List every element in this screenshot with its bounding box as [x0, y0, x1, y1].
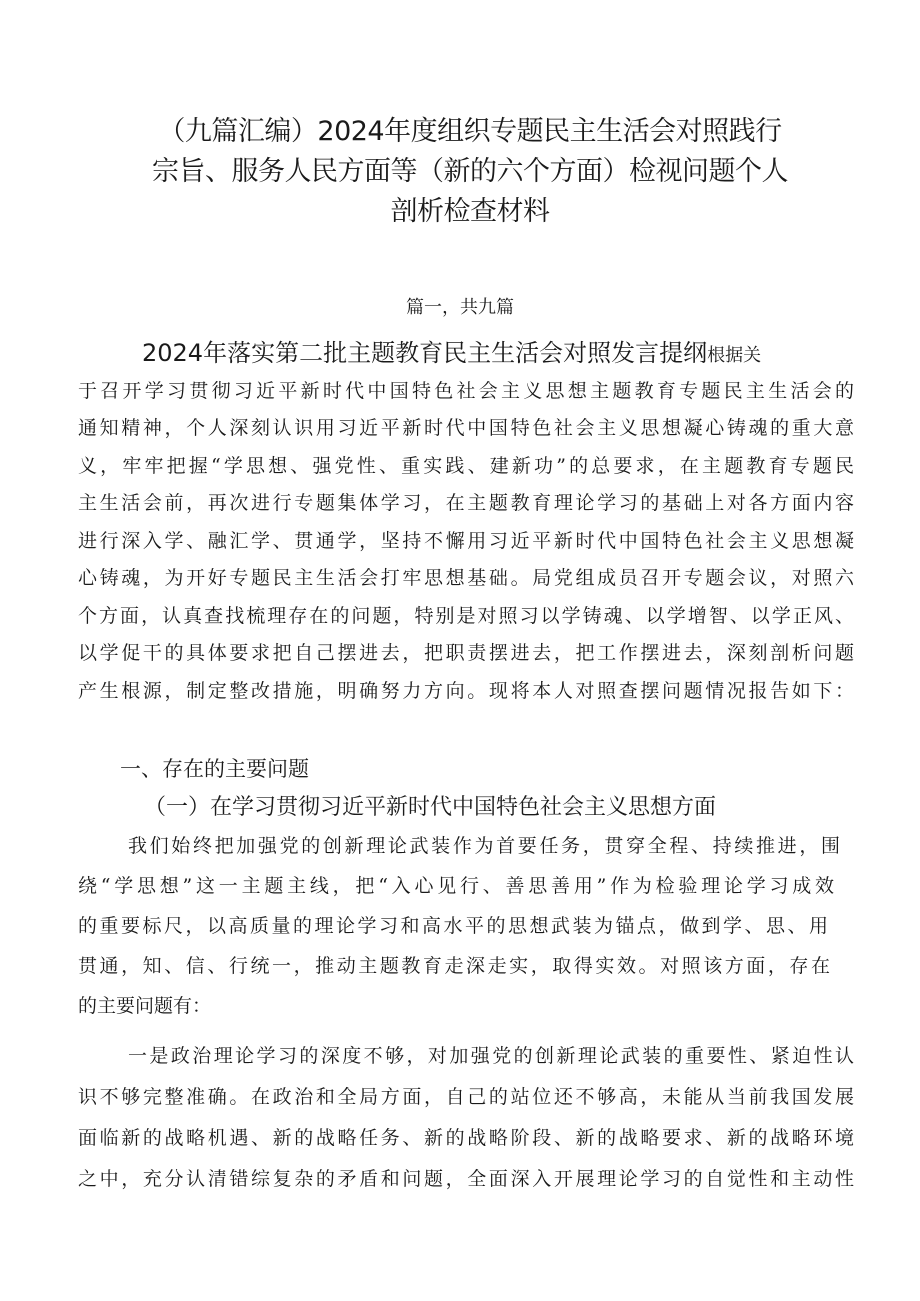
section-heading-1-1: （一）在学习贯彻习近平新时代中国特色社会主义思想方面: [144, 795, 717, 820]
speech-title-tail: 根据关: [707, 345, 762, 366]
para-a-line-1: 我们始终把加强党的创新理论武装作为首要任务，贯穿全程、持续推进，围: [128, 835, 840, 857]
intro-line-8: 以学促干的具体要求把自己摆进去，把职责摆进去，把工作摆进去，深刻剖析问题: [78, 642, 854, 664]
speech-title-text: 2024年落实第二批主题教育民主生活会对照发言提纲: [142, 339, 708, 367]
section-heading-1: 一、存在的主要问题: [120, 757, 309, 781]
para-a-line-3: 的重要标尺，以高质量的理论学习和高水平的思想武装为锚点，做到学、思、用: [78, 915, 828, 937]
intro-line-4: 主生活会前，再次进行专题集体学习，在主题教育理论学习的基础上对各方面内容: [78, 492, 854, 514]
title-line-3: 剖析检查材料: [390, 196, 550, 227]
article-subheading: 篇一，共九篇: [406, 297, 514, 318]
title-line-2: 宗旨、服务人民方面等（新的六个方面）检视问题个人: [152, 156, 788, 187]
document-title: [80, 112, 860, 232]
intro-line-2: 通知精神，个人深刻认识用习近平新时代中国特色社会主义思想凝心铸魂的重大意: [78, 417, 854, 439]
title-line-1: （九篇汇编）2024年度组织专题民主生活会对照践行: [158, 116, 782, 147]
intro-line-3: 义，牢牢把握“学思想、强党性、重实践、建新功”的总要求，在主题教育专题民: [78, 455, 854, 477]
para-b-line-3: 面临新的战略机遇、新的战略任务、新的战略阶段、新的战略要求、新的战略环境: [78, 1127, 854, 1149]
intro-line-5: 进行深入学、融汇学、贯通学，坚持不懈用习近平新时代中国特色社会主义思想凝: [78, 530, 854, 552]
intro-line-7: 个方面，认真查找梳理存在的问题，特别是对照习以学铸魂、以学增智、以学正风、: [78, 605, 854, 627]
intro-line-9: 产生根源，制定整改措施，明确努力方向。现将本人对照查摆问题情况报告如下：: [78, 680, 854, 702]
intro-line-6: 心铸魂，为开好专题民主生活会打牢思想基础。局党组成员召开专题会议，对照六: [78, 567, 854, 589]
para-b-line-2: 识不够完整准确。在政治和全局方面，自己的站位还不够高，未能从当前我国发展: [78, 1086, 854, 1108]
para-a-line-4: 贯通，知、信、行统一，推动主题教育走深走实，取得实效。对照该方面，存在: [78, 955, 830, 977]
para-a-line-2: 绕“学思想”这一主题主线，把“入心见行、善思善用”作为检验理论学习成效: [78, 875, 834, 897]
para-b-line-4: 之中，充分认清错综复杂的矛盾和问题，全面深入开展理论学习的自觉性和主动性: [78, 1168, 854, 1190]
intro-line-1: 于召开学习贯彻习近平新时代中国特色社会主义思想主题教育专题民主生活会的: [78, 380, 854, 402]
para-a-line-5: 的主要问题有：: [78, 995, 212, 1017]
speech-title: [142, 336, 761, 373]
para-b-line-1: 一是政治理论学习的深度不够，对加强党的创新理论武装的重要性、紧迫性认: [128, 1045, 854, 1067]
